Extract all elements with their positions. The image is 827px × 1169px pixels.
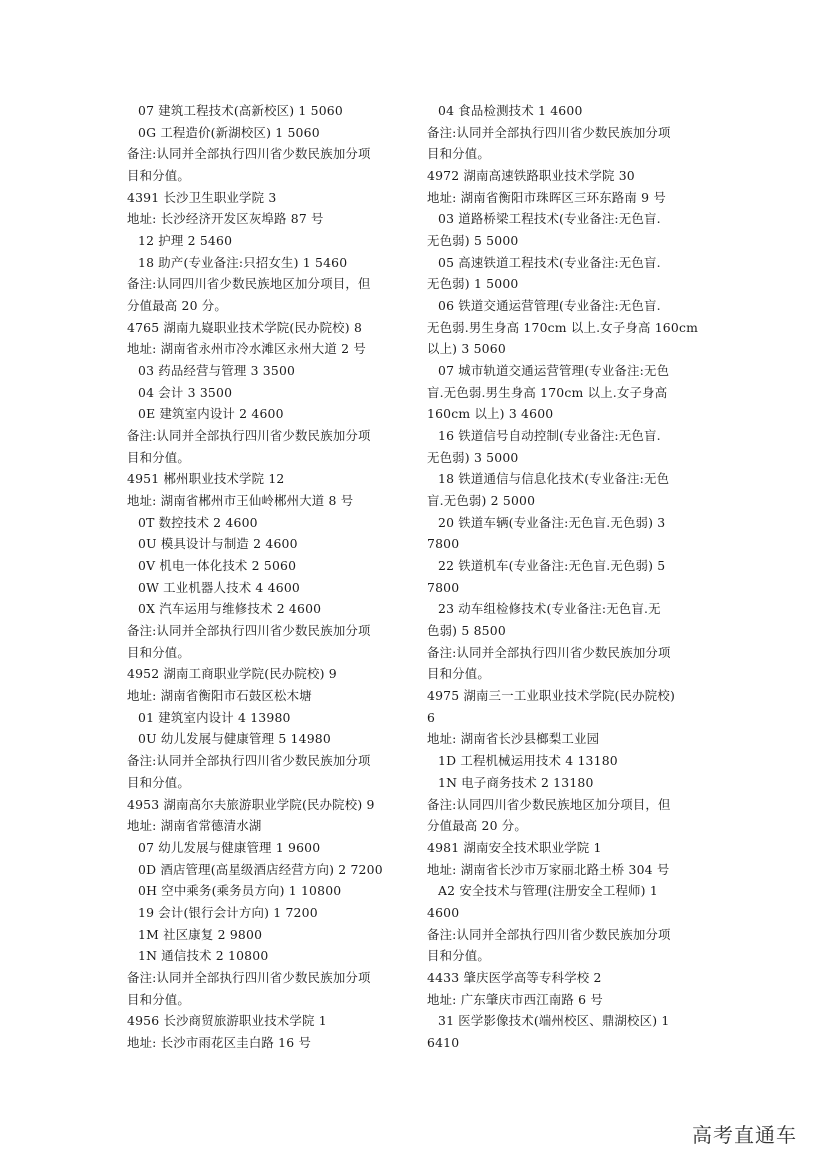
text-line: 备注:认同并全部执行四川省少数民族加分项: [127, 623, 371, 639]
text-line: 地址: 湖南省长沙市万家丽北路土桥 304 号: [427, 861, 670, 877]
text-line: 备注:认同并全部执行四川省少数民族加分项: [127, 969, 371, 985]
text-line: 目和分值。: [127, 449, 190, 465]
text-line: 07 幼儿发展与健康管理 1 9600: [138, 839, 321, 855]
text-line: 4600: [427, 904, 460, 920]
text-line: 0U 幼儿发展与健康管理 5 14980: [138, 731, 331, 747]
text-line: 4433 肇庆医学高等专科学校 2: [427, 969, 602, 985]
text-line: 04 食品检测技术 1 4600: [438, 103, 583, 118]
text-line: 07 建筑工程技术(高新校区) 1 5060: [138, 103, 343, 118]
text-line: 地址: 湖南省常德清水湖: [127, 818, 262, 834]
text-line: 备注:认同并全部执行四川省少数民族加分项: [127, 146, 371, 162]
text-line: 地址: 长沙市雨花区圭白路 16 号: [127, 1034, 312, 1050]
text-line: 03 药品经营与管理 3 3500: [138, 363, 296, 379]
text-line: 盲.无色弱.男生身高 170cm 以上.女子身高: [427, 384, 668, 400]
text-line: 地址: 湖南省长沙县榔梨工业园: [427, 731, 600, 747]
text-line: 4981 湖南安全技术职业学院 1: [427, 839, 602, 855]
text-line: 1M 社区康复 2 9800: [138, 926, 263, 942]
text-line: 地址: 湖南省永州市冷水滩区永州大道 2 号: [127, 341, 366, 357]
text-line: 160cm 以上) 3 4600: [427, 406, 554, 422]
text-line: 备注:认同四川省少数民族地区加分项目，但: [127, 276, 371, 292]
text-line: 0V 机电一体化技术 2 5060: [138, 558, 297, 574]
text-line: 0H 空中乘务(乘务员方向) 1 10800: [138, 883, 342, 899]
text-line: 目和分值。: [127, 991, 190, 1007]
text-line: 0E 建筑室内设计 2 4600: [138, 406, 284, 422]
text-line: 4765 湖南九嶷职业技术学院(民办院校) 8: [127, 319, 363, 335]
text-line: 0G 工程造价(新湖校区) 1 5060: [138, 124, 320, 140]
text-line: 4972 湖南高速铁路职业技术学院 30: [427, 168, 635, 184]
text-line: 05 高速铁道工程技术(专业备注:无色盲.: [438, 254, 661, 270]
text-line: 色弱) 5 8500: [427, 623, 506, 639]
text-line: 分值最高 20 分。: [127, 298, 227, 314]
text-line: 7800: [427, 536, 460, 552]
text-line: 01 建筑室内设计 4 13980: [138, 709, 291, 725]
text-line: 分值最高 20 分。: [427, 818, 527, 834]
text-line: 16 铁道信号自动控制(专业备注:无色盲.: [438, 428, 661, 444]
text-line: 0X 汽车运用与维修技术 2 4600: [138, 601, 322, 617]
text-line: 4975 湖南三一工业职业技术学院(民办院校): [427, 688, 675, 704]
text-line: 备注:认同并全部执行四川省少数民族加分项: [427, 644, 671, 660]
text-line: 地址: 湖南省郴州市王仙岭郴州大道 8 号: [127, 493, 354, 509]
text-line: 0D 酒店管理(高星级酒店经营方向) 2 7200: [138, 861, 383, 877]
text-line: 1N 电子商务技术 2 13180: [438, 774, 594, 790]
text-line: 1N 通信技术 2 10800: [138, 948, 269, 964]
text-line: 备注:认同四川省少数民族地区加分项目，但: [427, 796, 671, 812]
text-line: 目和分值。: [427, 666, 490, 682]
text-line: 4952 湖南工商职业学院(民办院校) 9: [127, 666, 337, 682]
left-column: [127, 100, 409, 1054]
text-line: 23 动车组检修技术(专业备注:无色盲.无: [438, 601, 661, 617]
text-line: 18 铁道通信与信息化技术(专业备注:无色: [438, 471, 670, 487]
text-line: 6410: [427, 1034, 460, 1050]
text-line: A2 安全技术与管理(注册安全工程师) 1: [438, 883, 658, 899]
text-line: 目和分值。: [427, 948, 490, 964]
text-line: 31 医学影像技术(端州校区、鼎湖校区) 1: [438, 1013, 670, 1029]
text-line: 07 城市轨道交通运营管理(专业备注:无色: [438, 363, 670, 379]
text-line: 以上) 3 5060: [427, 341, 506, 357]
text-line: 22 铁道机车(专业备注:无色盲.无色弱) 5: [438, 558, 666, 574]
text-line: 7800: [427, 579, 460, 595]
text-line: 备注:认同并全部执行四川省少数民族加分项: [127, 428, 371, 444]
text-line: 1D 工程机械运用技术 4 13180: [438, 753, 618, 769]
text-line: 目和分值。: [127, 168, 190, 184]
text-line: 目和分值。: [127, 644, 190, 660]
text-line: 12 护理 2 5460: [138, 233, 233, 249]
text-line: 备注:认同并全部执行四川省少数民族加分项: [427, 124, 671, 140]
text-line: 04 会计 3 3500: [138, 384, 233, 400]
text-line: 盲.无色弱) 2 5000: [427, 493, 536, 509]
text-line: 目和分值。: [427, 146, 490, 162]
text-line: 无色弱) 1 5000: [427, 276, 519, 292]
text-line: 0T 数控技术 2 4600: [138, 514, 258, 530]
text-line: 无色弱) 3 5000: [427, 449, 519, 465]
text-line: 0U 模具设计与制造 2 4600: [138, 536, 298, 552]
text-line: 6: [427, 709, 436, 725]
text-line: 03 道路桥梁工程技术(专业备注:无色盲.: [438, 211, 661, 227]
text-line: 4391 长沙卫生职业学院 3: [127, 189, 277, 205]
text-line: 20 铁道车辆(专业备注:无色盲.无色弱) 3: [438, 514, 666, 530]
text-line: 无色弱.男生身高 170cm 以上.女子身高 160cm: [427, 319, 699, 335]
text-line: 地址: 广东肇庆市西江南路 6 号: [427, 991, 603, 1007]
watermark-text: 高考直通车: [692, 1123, 797, 1147]
text-line: 4953 湖南高尔夫旅游职业学院(民办院校) 9: [127, 796, 375, 812]
right-column: [427, 100, 712, 1054]
text-line: 4956 长沙商贸旅游职业技术学院 1: [127, 1013, 327, 1029]
text-line: 备注:认同并全部执行四川省少数民族加分项: [427, 926, 671, 942]
text-line: 目和分值。: [127, 774, 190, 790]
text-line: 无色弱) 5 5000: [427, 233, 519, 249]
text-line: 地址: 湖南省衡阳市珠晖区三环东路南 9 号: [427, 189, 666, 205]
text-line: 06 铁道交通运营管理(专业备注:无色盲.: [438, 298, 661, 314]
text-line: 0W 工业机器人技术 4 4600: [138, 579, 300, 595]
text-line: 地址: 湖南省衡阳市石鼓区松木塘: [127, 688, 312, 704]
text-line: 地址: 长沙经济开发区灰埠路 87 号: [127, 211, 324, 227]
text-line: 备注:认同并全部执行四川省少数民族加分项: [127, 753, 371, 769]
text-line: 4951 郴州职业技术学院 12: [127, 471, 285, 487]
text-line: 19 会计(银行会计方向) 1 7200: [138, 904, 318, 920]
text-line: 18 助产(专业备注:只招女生) 1 5460: [138, 254, 348, 270]
